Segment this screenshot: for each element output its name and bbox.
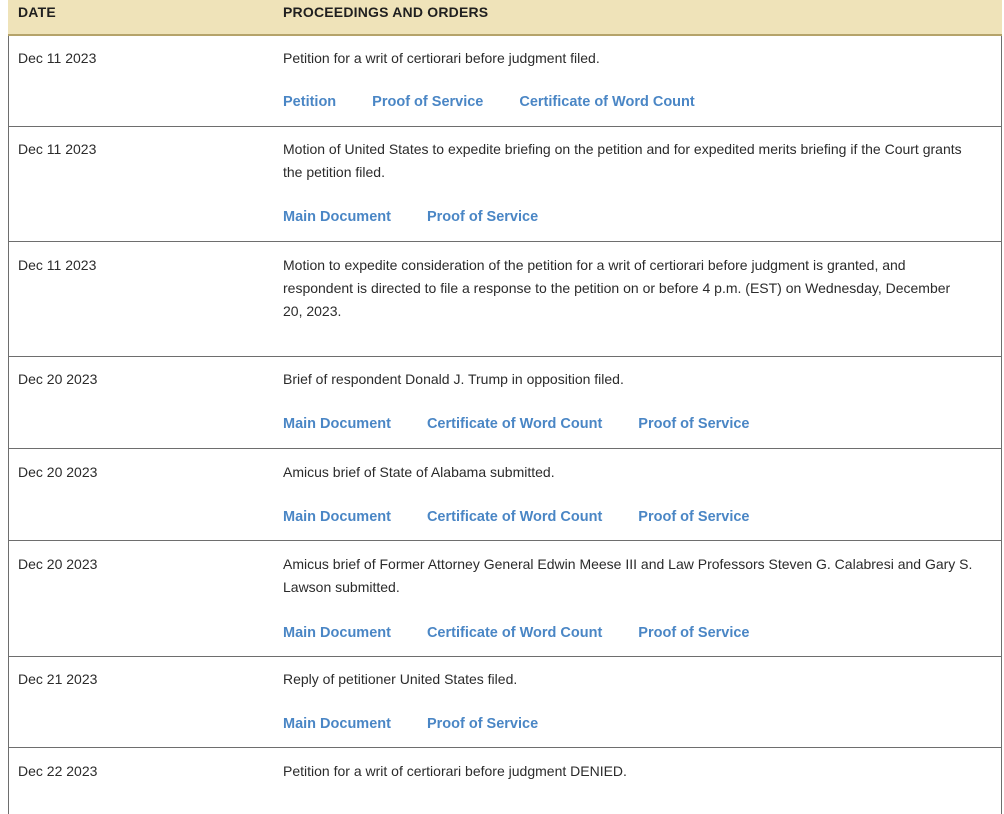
entry-text: Motion of United States to expedite briefing on the petition and for expedited merits briefing if the Court grants the petition filed. [283, 141, 962, 180]
entry-date: Dec 11 2023 [18, 50, 97, 66]
docket-entry [9, 242, 1001, 356]
entry-date: Dec 22 2023 [18, 763, 98, 779]
main-document-link[interactable]: Main Document [283, 509, 391, 525]
main-document-link[interactable]: Main Document [283, 416, 391, 432]
docket-entry [9, 449, 1001, 540]
proof-of-service-link[interactable]: Proof of Service [426, 209, 539, 225]
certificate-of-word-count-link[interactable]: Certificate of Word Count [426, 625, 603, 641]
docket-header [8, 0, 1002, 36]
certificate-of-word-count-link[interactable]: Certificate of Word Count [426, 416, 603, 432]
entry-links [283, 509, 786, 525]
docket-entry [9, 36, 1001, 126]
petition-link[interactable]: Petition [283, 94, 337, 110]
entry-links [283, 416, 786, 432]
entry-date: Dec 11 2023 [18, 257, 97, 273]
proof-of-service-link[interactable]: Proof of Service [638, 509, 750, 525]
proof-of-service-link[interactable]: Proof of Service [638, 625, 750, 641]
proof-of-service-link[interactable]: Proof of Service [426, 716, 539, 732]
docket-entry [9, 541, 1001, 656]
entry-text: Amicus brief of Former Attorney General Edwin Meese III and Law Professors Steven G. Calabresi and Gary S. Lawson submitted. [283, 556, 973, 595]
main-document-link[interactable]: Main Document [283, 209, 391, 225]
entry-date: Dec 20 2023 [18, 556, 98, 572]
docket-body [8, 36, 1002, 814]
entry-date: Dec 21 2023 [18, 671, 98, 687]
entry-text: Petition for a writ of certiorari before judgment filed. [283, 50, 600, 66]
entry-text: Motion to expedite consideration of the petition for a writ of certiorari before judgment is granted, and respondent is directed to file a response to the petition on or before 4 p.m. (EST) on Wednesday, December 20, 2023. [283, 257, 951, 319]
entry-links [283, 625, 786, 641]
main-document-link[interactable]: Main Document [283, 716, 391, 732]
proof-of-service-link[interactable]: Proof of Service [372, 94, 484, 110]
certificate-of-word-count-link[interactable]: Certificate of Word Count [519, 94, 695, 110]
proof-of-service-link[interactable]: Proof of Service [638, 416, 750, 432]
entry-links [283, 716, 574, 732]
proceedings-column-header: PROCEEDINGS AND ORDERS [283, 4, 489, 20]
entry-links [283, 94, 731, 110]
entry-date: Dec 20 2023 [18, 464, 98, 480]
docket-entry [9, 357, 1001, 448]
docket-entry [9, 127, 1001, 241]
entry-text: Brief of respondent Donald J. Trump in opposition filed. [283, 371, 624, 387]
entry-date: Dec 20 2023 [18, 371, 98, 387]
entry-text: Amicus brief of State of Alabama submitted. [283, 464, 555, 480]
date-column-header: DATE [18, 4, 56, 20]
entry-links [283, 209, 574, 225]
docket-entry [9, 657, 1001, 747]
main-document-link[interactable]: Main Document [283, 625, 391, 641]
entry-text: Reply of petitioner United States filed. [283, 671, 518, 687]
entry-text: Petition for a writ of certiorari before judgment DENIED. [283, 763, 627, 779]
certificate-of-word-count-link[interactable]: Certificate of Word Count [426, 509, 603, 525]
docket-entry [9, 748, 1001, 814]
entry-date: Dec 11 2023 [18, 141, 97, 157]
docket-table [8, 0, 1002, 814]
